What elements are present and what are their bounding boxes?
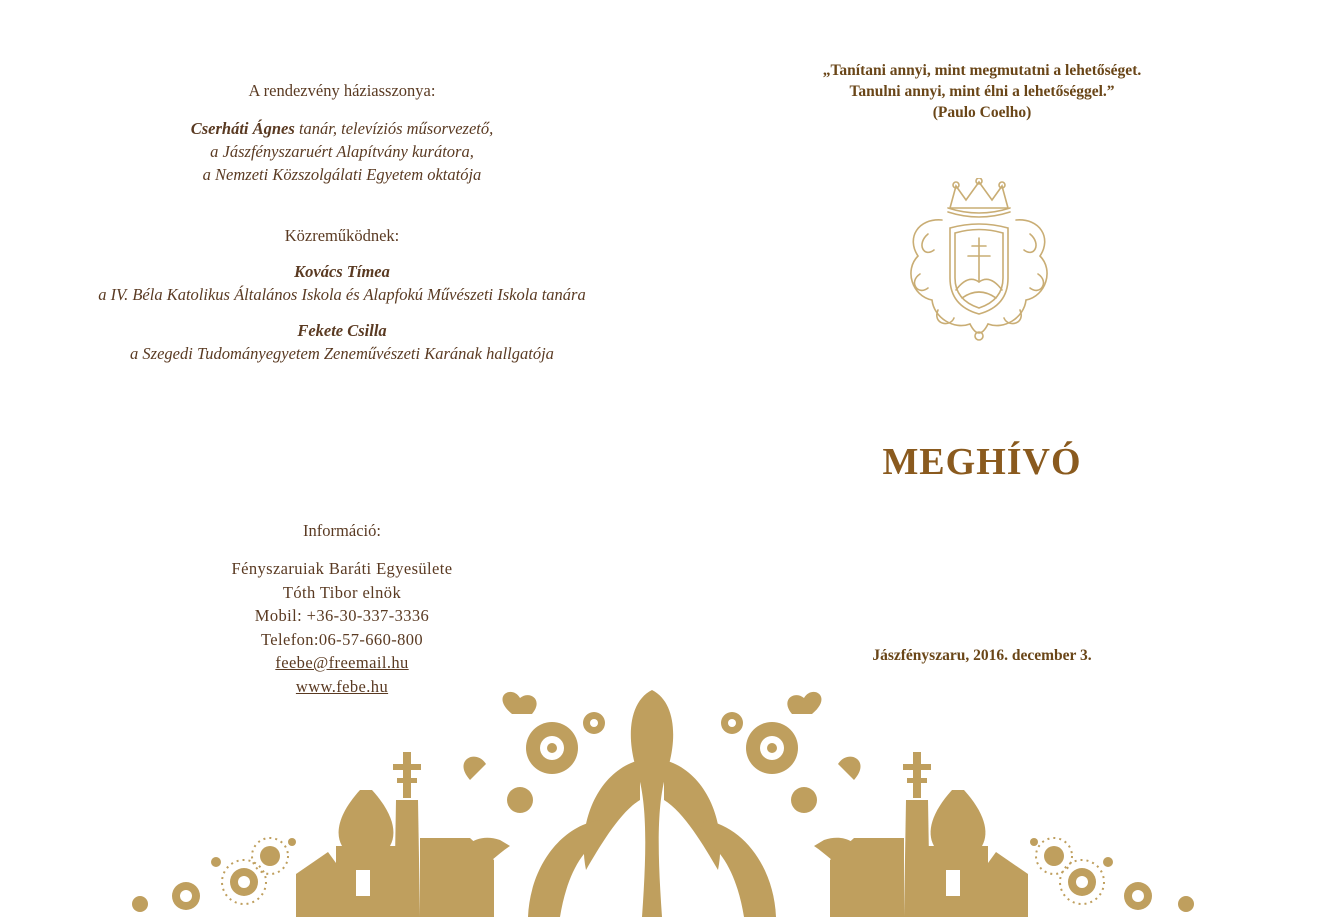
performer-name: Kovács Tímea bbox=[294, 262, 390, 281]
performer-role: a IV. Béla Katolikus Általános Iskola és Alapfokú Művészeti Iskola tanára bbox=[98, 285, 586, 304]
quote-author: (Paulo Coelho) bbox=[932, 104, 1032, 121]
quote bbox=[762, 60, 1202, 123]
info-phone: Telefon:06-57-660-800 bbox=[260, 629, 424, 649]
info-heading: Információ: bbox=[303, 521, 381, 540]
place-date: Jászfényszaru, 2016. december 3. bbox=[872, 647, 1092, 664]
host-line-3: a Nemzeti Közszolgálati Egyetem oktatója bbox=[202, 165, 482, 184]
performer-name: Fekete Csilla bbox=[297, 321, 387, 340]
performer-2 bbox=[0, 319, 684, 365]
performer-1 bbox=[0, 260, 684, 306]
host-line-1 bbox=[0, 117, 684, 140]
performer-role: a Szegedi Tudományegyetem Zeneművészeti Karának hallgatója bbox=[130, 344, 554, 363]
folk-ornament-icon bbox=[0, 680, 1324, 917]
crest-icon bbox=[898, 178, 1060, 346]
email-link[interactable]: feebe@freemail.hu bbox=[275, 653, 409, 672]
info-organization: Fényszaruiak Baráti Egyesülete bbox=[231, 559, 453, 578]
info-contact-person: Tóth Tibor elnök bbox=[282, 582, 402, 602]
host-title: tanár, televíziós műsorvezető, bbox=[294, 119, 494, 138]
host-heading: A rendezvény háziasszonya: bbox=[248, 81, 436, 100]
website-link[interactable]: www.febe.hu bbox=[295, 676, 389, 696]
host-name: Cserháti Ágnes bbox=[190, 119, 295, 138]
info-mobile: Mobil: +36-30-337-3336 bbox=[254, 606, 430, 625]
invitation-title: MEGHÍVÓ bbox=[882, 441, 1082, 483]
quote-line-2: Tanulni annyi, mint élni a lehetőséggel.” bbox=[849, 83, 1115, 100]
info-block bbox=[0, 557, 684, 698]
host-line-2: a Jászfényszaruért Alapítvány kurátora, bbox=[210, 142, 474, 161]
quote-line-1: „Tanítani annyi, mint megmutatni a lehetőséget. bbox=[822, 62, 1142, 79]
host-block bbox=[0, 117, 684, 186]
performers-heading: Közreműködnek: bbox=[284, 226, 400, 245]
